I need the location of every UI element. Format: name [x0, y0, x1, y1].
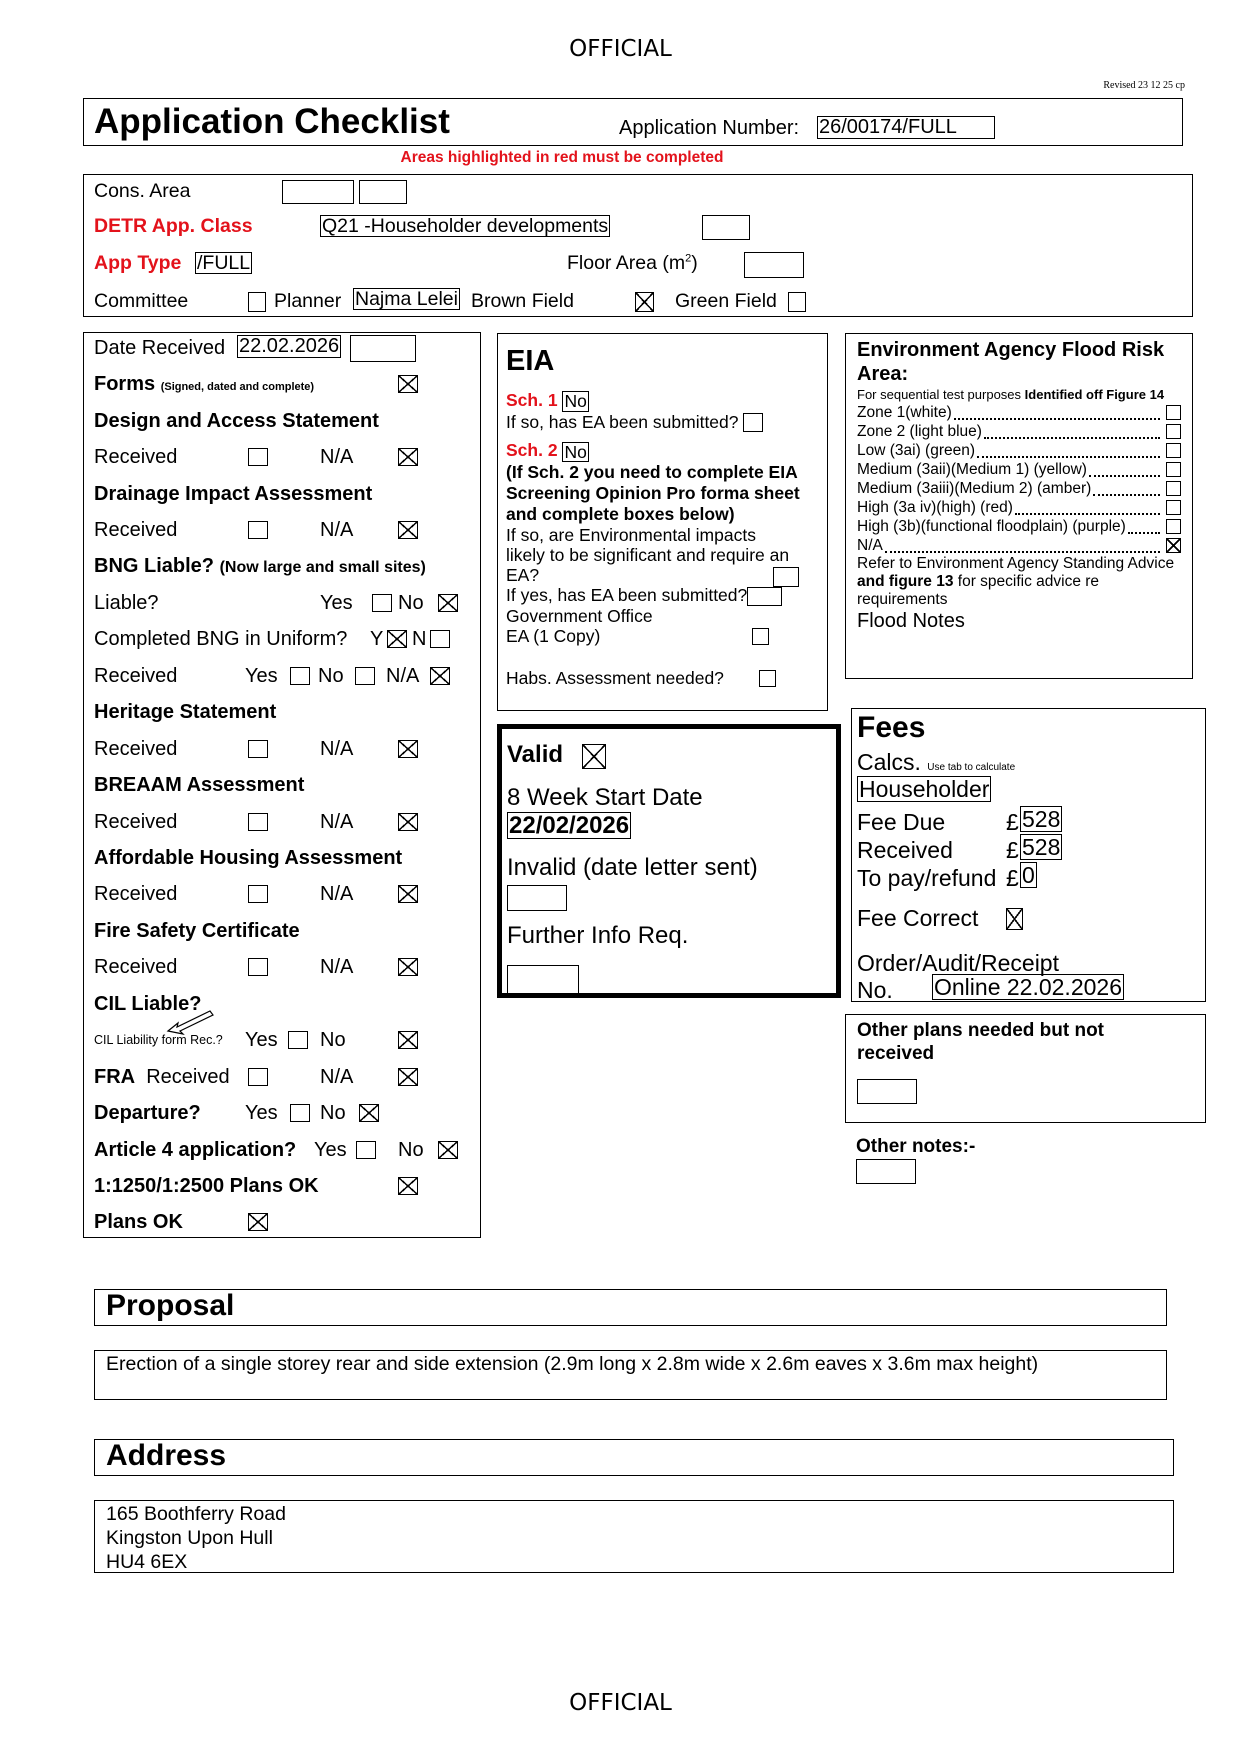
fire-row [84, 952, 480, 982]
ea-submitted-question: If so, has EA been submitted? [506, 411, 739, 432]
flood-refer-note: Refer to Environment Agency Standing Advice and figure 13 for specific advice re requirements [857, 555, 1175, 608]
application-number-field[interactable]: 26/00174/FULL [817, 116, 995, 139]
article4-yes-checkbox[interactable] [356, 1141, 376, 1159]
flood-zone-checkbox[interactable] [1166, 424, 1181, 439]
flood-zone-row [857, 422, 1181, 441]
no-label: No [318, 665, 344, 687]
dia-row [84, 515, 480, 545]
flood-risk-section [845, 333, 1193, 679]
fra-na-checkbox[interactable] [398, 1068, 418, 1086]
start-date-label: 8 Week Start Date [507, 784, 703, 811]
flood-zone-checkbox-wrap [1166, 462, 1181, 477]
flood-zone-label: N/A [857, 537, 883, 554]
cons-area-label: Cons. Area [94, 180, 191, 202]
n-label: N [412, 628, 427, 650]
sch2-note: (If Sch. 2 you need to complete EIA Screening Opinion Pro forma sheet and complete boxes below) [506, 462, 800, 524]
brown-field-label: Brown Field [471, 290, 574, 312]
fee-received-label: Received [857, 837, 953, 863]
dot-leader [954, 406, 1160, 420]
revision-note: Revised 23 12 25 cp [1103, 80, 1185, 91]
page-title: Application Checklist [94, 102, 450, 141]
valid-label: Valid [507, 741, 564, 768]
na-label: N/A [320, 811, 354, 833]
floor-area-label: Floor Area $(m^2)$ [567, 252, 698, 274]
flood-zone-checkbox[interactable] [1166, 462, 1181, 477]
dot-leader [1015, 501, 1160, 515]
flood-zone-checkbox-wrap [1166, 500, 1181, 515]
green-field-label: Green Field [675, 290, 777, 312]
article4-no-checkbox[interactable] [438, 1141, 458, 1159]
ea-submitted-if-yes-question: If yes, has EA been submitted? [506, 585, 748, 605]
received-label: Received [94, 446, 178, 468]
dot-leader [1093, 482, 1160, 496]
app-type-field[interactable]: /FULL [197, 252, 251, 274]
refund-label: To pay/refund [857, 865, 997, 891]
habs-assessment-label: Habs. Assessment needed? [506, 667, 724, 688]
flood-zone-checkbox-wrap [1166, 443, 1181, 458]
breaam-na-checkbox[interactable] [398, 813, 418, 831]
bng-received-row [84, 661, 480, 691]
cons-area-field-2[interactable] [359, 180, 407, 204]
das-row [84, 442, 480, 472]
detr-extra-field[interactable] [702, 215, 750, 240]
order-no-label: No. [857, 977, 893, 1003]
habs-assessment-checkbox[interactable] [759, 670, 776, 687]
heritage-received-checkbox[interactable] [248, 740, 268, 758]
flood-zone-label: Zone 2 (light blue) [857, 423, 982, 440]
date-received-label: Date Received [94, 337, 226, 359]
forms-checkbox[interactable] [398, 375, 418, 393]
sch1-label: Sch. 1 [506, 390, 558, 410]
bng-uniform-row [84, 624, 480, 654]
other-notes-field[interactable] [856, 1159, 916, 1184]
flood-zone-row [857, 517, 1181, 536]
flood-zone-label: High (3a iv)(high) (red) [857, 499, 1013, 516]
flood-zone-row [857, 498, 1181, 517]
sch1-field[interactable]: No [564, 391, 587, 412]
plans-ok-label: Plans OK [94, 1211, 183, 1233]
departure-no-checkbox[interactable] [359, 1104, 379, 1122]
cil-heading: CIL Liable? [94, 993, 202, 1015]
sch2-label: Sch. 2 [506, 440, 558, 461]
fees-title: Fees [857, 711, 926, 744]
valid-checkbox[interactable] [582, 744, 606, 769]
validity-section [497, 724, 841, 998]
flood-zone-checkbox[interactable] [1166, 538, 1181, 553]
cons-area-field-1[interactable] [282, 180, 354, 204]
ea-submitted-checkbox[interactable] [743, 413, 763, 432]
impacts-question [506, 525, 819, 585]
heritage-na-checkbox[interactable] [398, 740, 418, 758]
proposal-field[interactable]: Erection of a single storey rear and side extension (2.9m long x 2.8m wide x 2.6m eaves x 3.6m max height) [94, 1350, 1167, 1400]
fire-na-checkbox[interactable] [398, 958, 418, 976]
dot-leader [1089, 463, 1160, 477]
na-label: N/A [320, 883, 354, 905]
dot-leader [885, 539, 1160, 553]
eia-title: EIA [506, 345, 555, 377]
fee-due-field[interactable]: 528 [1022, 806, 1061, 832]
fee-correct-label: Fee Correct [857, 905, 979, 931]
flood-zone-row [857, 441, 1181, 460]
dia-received-checkbox[interactable] [248, 521, 268, 539]
title-bar [83, 98, 1183, 146]
flood-zone-row [857, 403, 1181, 422]
flood-zone-checkbox[interactable] [1166, 519, 1181, 534]
impacts-checkbox[interactable] [773, 567, 799, 587]
address-line: 165 Boothferry Road [106, 1503, 286, 1525]
refund-field[interactable]: 0 [1022, 862, 1035, 888]
proposal-header [94, 1289, 1167, 1326]
bng-heading: BNG Liable? (Now large and small sites) [94, 555, 426, 577]
article4-label: Article 4 application? [94, 1139, 297, 1161]
fra-label: FRA Received [94, 1066, 230, 1088]
plans-scale-row [84, 1171, 480, 1201]
flood-zone-label: Medium (3aiii)(Medium 2) (amber) [857, 480, 1092, 497]
proposal-title: Proposal [106, 1289, 235, 1322]
order-label: Order/Audit/Receipt [857, 950, 1059, 976]
departure-row [84, 1098, 480, 1128]
date-received-extra-field[interactable] [350, 335, 416, 362]
cil-form-label: CIL Liability form Rec.? [94, 1033, 223, 1047]
invalid-date-field[interactable] [507, 885, 567, 911]
ea-copy-label: EA (1 Copy) [506, 625, 601, 646]
received-label: Received [94, 811, 178, 833]
government-office-label: Government Office [506, 605, 653, 626]
flood-zone-checkbox[interactable] [1166, 481, 1181, 496]
na-label: N/A [320, 519, 354, 541]
app-type-label: App Type [94, 252, 182, 274]
cil-form-row [84, 1025, 480, 1055]
departure-yes-checkbox[interactable] [290, 1104, 310, 1122]
other-plans-label: Other plans needed but not received [857, 1020, 1105, 1064]
flood-zone-row [857, 460, 1181, 479]
liable-label: Liable? [94, 592, 159, 614]
order-no-field[interactable]: Online 22.02.2026 [934, 974, 1122, 1000]
bng-liable-yes-checkbox[interactable] [372, 594, 392, 612]
yes-label: Yes [245, 665, 278, 687]
received-label: Received [94, 956, 178, 978]
address-line: HU4 6EX [106, 1551, 188, 1573]
fra-received-checkbox[interactable] [248, 1068, 268, 1086]
address-line: Kingston Upon Hull [106, 1527, 273, 1549]
bng-received-no-checkbox[interactable] [355, 667, 375, 685]
plans-scale-label: 1:1250/1:2500 Plans OK [94, 1175, 319, 1197]
das-received-checkbox[interactable] [248, 448, 268, 466]
breaam-heading: BREAAM Assessment [94, 774, 305, 796]
application-info-section [83, 174, 1193, 317]
flood-zone-checkbox[interactable] [1166, 500, 1181, 515]
calcs-label: Calcs. Use tab to calculate [857, 749, 1016, 775]
affordable-row [84, 879, 480, 909]
green-field-checkbox[interactable] [788, 292, 806, 312]
committee-label: Committee [94, 290, 189, 312]
no-label: No [320, 1029, 346, 1051]
flood-zone-row [857, 479, 1181, 498]
floor-area-field[interactable] [744, 252, 804, 278]
cil-no-checkbox[interactable] [398, 1031, 418, 1049]
dia-heading: Drainage Impact Assessment [94, 483, 373, 505]
received-label: Received [94, 519, 178, 541]
das-heading: Design and Access Statement [94, 410, 379, 432]
departure-label: Departure? [94, 1102, 201, 1124]
flood-zone-label: High (3b)(functional floodplain) (purple) [857, 518, 1126, 535]
currency-symbol: £ [1006, 809, 1019, 835]
forms-row [84, 369, 480, 399]
bng-uniform-no-checkbox[interactable] [430, 630, 450, 648]
classification-footer: OFFICIAL [569, 1690, 672, 1716]
flood-zone-checkbox-wrap [1166, 538, 1181, 553]
yes-label: Yes [245, 1102, 278, 1124]
na-label: N/A [386, 665, 420, 687]
cil-heading-row [84, 989, 480, 1019]
flood-risk-title: Environment Agency Flood Risk Area: [857, 339, 1165, 385]
flood-zone-checkbox-wrap [1166, 424, 1181, 439]
das-na-checkbox[interactable] [398, 448, 418, 466]
flood-zone-checkbox[interactable] [1166, 443, 1181, 458]
address-field[interactable] [94, 1500, 1174, 1573]
committee-checkbox[interactable] [248, 292, 266, 312]
planner-label: Planner [274, 290, 342, 312]
classification-header: OFFICIAL [569, 36, 672, 62]
affordable-heading: Affordable Housing Assessment [94, 847, 403, 869]
date-received-field[interactable]: 22.02.2026 [239, 335, 340, 357]
fee-due-label: Fee Due [857, 809, 946, 835]
cil-yes-checkbox[interactable] [288, 1031, 308, 1049]
further-info-field[interactable] [507, 965, 579, 995]
na-label: N/A [320, 738, 354, 760]
application-number-label: Application Number: [619, 117, 800, 139]
required-note: Areas highlighted in red must be completed [400, 149, 724, 166]
detr-class-field[interactable]: Q21 -Householder developments [322, 215, 609, 237]
received-label: Received [94, 738, 178, 760]
affordable-received-checkbox[interactable] [248, 885, 268, 903]
completed-bng-label: Completed BNG in Uniform? [94, 628, 348, 650]
address-header [94, 1439, 1174, 1476]
bng-uniform-yes-checkbox[interactable] [387, 630, 407, 648]
fra-row [84, 1062, 480, 1092]
no-label: No [398, 592, 424, 614]
date-received-row [84, 333, 480, 363]
plans-scale-checkbox[interactable] [398, 1177, 418, 1195]
detr-class-label: DETR App. Class [94, 215, 253, 237]
address-title: Address [106, 1439, 227, 1472]
yes-label: Yes [320, 592, 353, 614]
flood-zone-checkbox-wrap [1166, 405, 1181, 420]
received-label: Received [94, 883, 178, 905]
flood-zone-row [857, 536, 1181, 555]
other-notes-label: Other notes:- [856, 1136, 976, 1157]
start-date-field[interactable]: 22/02/2026 [509, 812, 630, 839]
fees-section [851, 708, 1206, 1002]
flood-zone-checkbox-wrap [1166, 481, 1181, 496]
no-label: No [320, 1102, 346, 1124]
forms-label: Forms (Signed, dated and complete) [94, 373, 315, 395]
dia-na-checkbox[interactable] [398, 521, 418, 539]
dot-leader [977, 444, 1160, 458]
plans-ok-row [84, 1207, 480, 1237]
ea-copy-checkbox[interactable] [752, 628, 769, 645]
dot-leader [984, 425, 1160, 439]
planner-field[interactable]: Najma Lelei [355, 288, 458, 310]
dot-leader [1128, 520, 1160, 534]
flood-zone-checkbox-wrap [1166, 519, 1181, 534]
other-plans-field[interactable] [857, 1079, 917, 1104]
eia-section [497, 333, 828, 711]
currency-symbol: £ [1006, 865, 1019, 891]
bng-received-yes-checkbox[interactable] [290, 667, 310, 685]
breaam-received-checkbox[interactable] [248, 813, 268, 831]
na-label: N/A [320, 1066, 354, 1088]
fee-correct-checkbox[interactable] [1006, 908, 1023, 930]
heritage-heading: Heritage Statement [94, 701, 277, 723]
bng-liable-no-checkbox[interactable] [438, 594, 458, 612]
other-plans-section [845, 1014, 1206, 1123]
ea-submitted-if-yes-field[interactable] [747, 587, 782, 606]
bng-received-na-checkbox[interactable] [430, 667, 450, 685]
flood-zone-label: Low (3ai) (green) [857, 442, 976, 459]
received-label: Received [94, 665, 178, 687]
y-label: Y [370, 628, 384, 650]
sch2-field[interactable]: No [564, 441, 587, 462]
na-label: N/A [320, 956, 354, 978]
fire-heading: Fire Safety Certificate [94, 920, 300, 942]
breaam-row [84, 807, 480, 837]
fee-type-field[interactable]: Householder [859, 776, 990, 802]
yes-label: Yes [245, 1029, 278, 1051]
flood-zone-label: Zone 1(white) [857, 404, 952, 421]
affordable-na-checkbox[interactable] [398, 885, 418, 903]
yes-label: Yes [314, 1139, 347, 1161]
plans-ok-checkbox[interactable] [248, 1213, 268, 1231]
currency-symbol: £ [1006, 837, 1019, 863]
flood-zone-checkbox[interactable] [1166, 405, 1181, 420]
invalid-label: Invalid (date letter sent) [507, 854, 758, 881]
fire-received-checkbox[interactable] [248, 958, 268, 976]
flood-zone-list [857, 403, 1181, 555]
article4-row [84, 1135, 480, 1165]
flood-zone-label: Medium (3aii)(Medium 1) (yellow) [857, 461, 1087, 478]
further-info-label: Further Info Req. [507, 922, 689, 949]
fee-received-field[interactable]: 528 [1022, 834, 1061, 860]
brown-field-checkbox[interactable] [635, 292, 654, 312]
no-label: No [398, 1139, 424, 1161]
impacts-question-text: If so, are Environmental impacts likely to be significant and require an EA? [506, 525, 790, 585]
flood-notes-label: Flood Notes [857, 610, 965, 632]
document-checklist [83, 332, 481, 1238]
bng-liable-row [84, 588, 480, 618]
heritage-row [84, 734, 480, 764]
na-label: N/A [320, 446, 354, 468]
flood-note: For sequential test purposes Identified off Figure 14 [857, 387, 1165, 402]
